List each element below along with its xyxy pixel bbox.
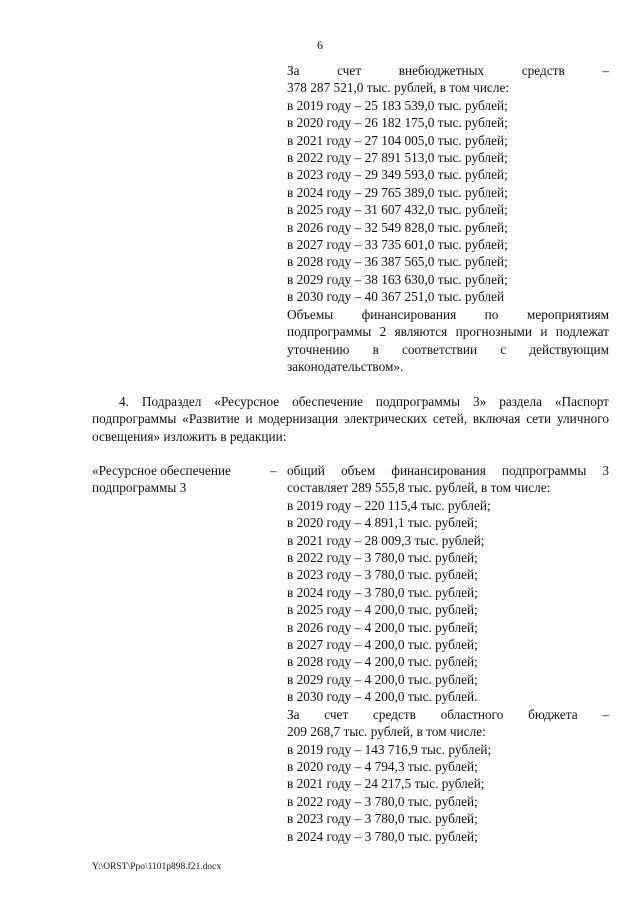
year-line: в 2024 году – 3 780,0 тыс. рублей; bbox=[287, 584, 478, 600]
year-line: в 2029 году – 4 200,0 тыс. рублей; bbox=[287, 671, 478, 687]
year-line: в 2029 году – 38 163 630,0 тыс. рублей; bbox=[287, 271, 508, 287]
regional-budget-line1: За счет средств областного бюджета – bbox=[287, 706, 609, 722]
year-line: в 2021 году – 27 104 005,0 тыс. рублей; bbox=[287, 132, 508, 148]
extrabudgetary-funding-block bbox=[287, 62, 609, 375]
year-line: в 2027 году – 33 735 601,0 тыс. рублей; bbox=[287, 237, 508, 253]
file-path-footer: Y:\ORST\Ppo\1101p898.f21.docx bbox=[92, 862, 222, 872]
regional-budget-line2: 209 268,7 тыс. рублей, в том числе: bbox=[287, 724, 486, 740]
year-line: в 2019 году – 25 183 539,0 тыс. рублей; bbox=[287, 97, 508, 113]
year-line: в 2027 году – 4 200,0 тыс. рублей; bbox=[287, 637, 478, 653]
year-line: в 2020 году – 26 182 175,0 тыс. рублей; bbox=[287, 115, 508, 131]
year-line: в 2028 году – 4 200,0 тыс. рублей; bbox=[287, 654, 478, 670]
year-line: в 2026 году – 4 200,0 тыс. рублей; bbox=[287, 619, 478, 635]
label-dash: – bbox=[270, 463, 277, 478]
total-funding-line2: составляет 289 555,8 тыс. рублей, в том числе: bbox=[287, 480, 551, 496]
year-line: в 2022 году – 3 780,0 тыс. рублей; bbox=[287, 550, 478, 566]
section-4-text: 4. Подраздел «Ресурсное обеспечение подпрограммы 3» раздела «Паспорт подпрограммы «Развитие и модернизация электрических сетей, включая сети уличного освещения» изложить в редакции: bbox=[92, 394, 609, 444]
year-line: в 2019 году – 143 716,9 тыс. рублей; bbox=[287, 741, 492, 757]
year-line: в 2022 году – 3 780,0 тыс. рублей; bbox=[287, 793, 478, 809]
extrabudgetary-intro-line2: 378 287 521,0 тыс. рублей, в том числе: bbox=[287, 80, 510, 96]
year-line: в 2020 году – 4 794,3 тыс. рублей; bbox=[287, 758, 478, 774]
section-4-paragraph bbox=[92, 393, 609, 445]
year-line: в 2026 году – 32 549 828,0 тыс. рублей; bbox=[287, 219, 508, 235]
year-line: в 2021 году – 28 009,3 тыс. рублей; bbox=[287, 532, 485, 548]
year-line: в 2025 году – 31 607 432,0 тыс. рублей; bbox=[287, 202, 508, 218]
extrabudgetary-year-list bbox=[287, 97, 609, 306]
regional-year-list bbox=[287, 741, 609, 845]
forecast-note: Объемы финансирования по мероприятиям подпрограммы 2 являются прогнозными и подлежат уточнению в соответствии с действующим законодательством». bbox=[287, 306, 609, 374]
year-line: в 2030 году – 40 367 251,0 тыс. рублей bbox=[287, 289, 505, 305]
page-number: 6 bbox=[317, 38, 323, 52]
subprogram-3-funding-block bbox=[287, 462, 609, 845]
extrabudgetary-intro-line1: За счет внебюджетных средств – bbox=[287, 63, 609, 78]
year-line: в 2020 году – 4 891,1 тыс. рублей; bbox=[287, 515, 478, 531]
year-line: в 2030 году – 4 200,0 тыс. рублей. bbox=[287, 689, 478, 705]
year-line: в 2019 году – 220 115,4 тыс. рублей; bbox=[287, 497, 491, 513]
year-line: в 2023 году – 3 780,0 тыс. рублей; bbox=[287, 811, 478, 827]
year-line: в 2021 году – 24 217,5 тыс. рублей; bbox=[287, 776, 485, 792]
year-line: в 2022 году – 27 891 513,0 тыс. рублей; bbox=[287, 150, 508, 166]
total-funding-line1: общий объем финансирования подпрограммы 3 bbox=[287, 463, 609, 478]
year-line: в 2023 году – 3 780,0 тыс. рублей; bbox=[287, 567, 478, 583]
year-line: в 2024 году – 3 780,0 тыс. рублей; bbox=[287, 828, 478, 844]
total-year-list bbox=[287, 497, 609, 706]
year-line: в 2023 году – 29 349 593,0 тыс. рублей; bbox=[287, 167, 508, 183]
resource-provision-label: «Ресурсное обеспечение подпрограммы 3 bbox=[92, 463, 231, 496]
year-line: в 2025 году – 4 200,0 тыс. рублей; bbox=[287, 602, 478, 618]
year-line: в 2028 году – 36 387 565,0 тыс. рублей; bbox=[287, 254, 508, 270]
year-line: в 2024 году – 29 765 389,0 тыс. рублей; bbox=[287, 184, 508, 200]
